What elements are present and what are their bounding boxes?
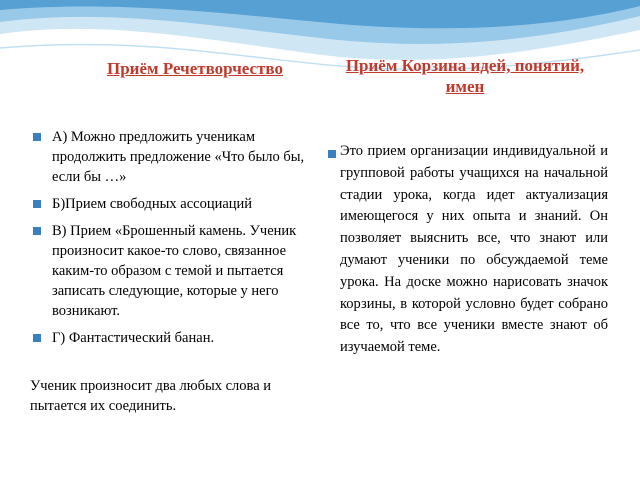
bullet-square-icon [33,200,41,208]
heading-right: Приём Корзина идей, понятий, имен [345,56,585,96]
right-description [328,141,608,359]
list-item: В) Прием «Брошенный камень. Ученик произносит какое-то слово, связанное каким-то образом с темой и пытается записать следующие, которые у него возникают. [30,221,320,321]
list-item: Г) Фантастический банан. [30,328,320,348]
bullet-square-icon [328,150,336,158]
list-item: А) Можно предложить ученикам продолжить предложение «Что было бы, если бы …» [30,127,320,187]
bullet-square-icon [33,227,41,235]
bullet-square-icon [33,133,41,141]
left-bullet-list [30,127,320,355]
bullet-square-icon [33,334,41,342]
left-tail-text: Ученик произносит два любых слова и пытается их соединить. [30,378,272,414]
list-item: Б)Прием свободных ассоциаций [30,194,320,214]
heading-left: Приём Речетворчество [106,59,283,78]
right-description-text: Это прием организации индивидуальной и групповой работы учащихся на начальной стадии урока, когда идет актуализация имеющегося у них опыта и знаний. Он позволяет выяснить все, что знают или думают ученики по обсуждаемой теме урока. На доске можно нарисовать значок корзины, в которой условно будет собрано все то, что все ученики вместе знают об изучаемой теме. [340,143,608,356]
